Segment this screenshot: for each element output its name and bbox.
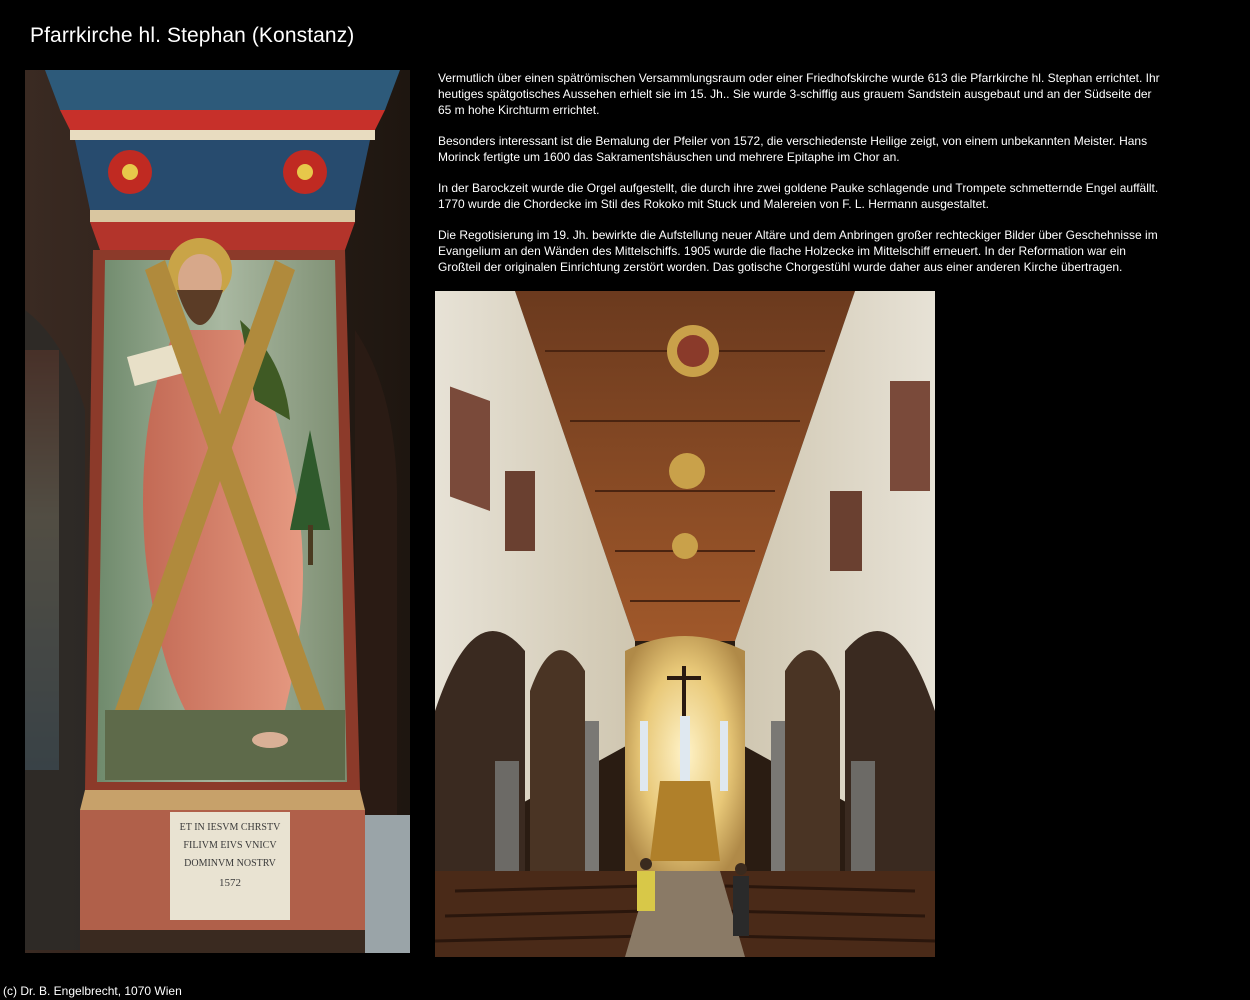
inscription-line-2: FILIVM EIVS VNICV	[183, 840, 277, 851]
inscription-year: 1572	[219, 877, 241, 889]
paragraph-pillars: Besonders interessant ist die Bemalung der Pfeiler von 1572, die verschiedenste Heilige zeigt, von einem unbekannten Meister. Hans Morinck fertigte um 1600 das Sakramentshäuschen und mehrere Epitaphe im Chor an.	[438, 134, 1148, 164]
paragraph-history: Vermutlich über einen spätrömischen Versammlungsraum oder einer Friedhofskirche wurde 613 die Pfarrkirche hl. Stephan errichtet. Ihr heutiges spätgotisches Aussehen erhielt sie im 15. Jh.. Sie wurde 3-schiffig aus grauem Sandstein ausgebaut und an der Südseite der 65 m hohe Kirchturm errichtet.	[438, 71, 1160, 117]
inscription-line-3: DOMINVM NOSTRV	[184, 858, 276, 869]
paragraph-baroque: In der Barockzeit wurde die Orgel aufgestellt, die durch ihre zwei goldene Pauke schlagende und Trompete schmetternde Engel auffällt. 1770 wurde die Chordecke im Stil des Rokoko mit Stuck und Malereien von F. L. Hermann ausgestaltet.	[438, 181, 1159, 211]
inscription-line-1: ET IN IESVM CHRSTV	[179, 822, 281, 833]
copyright-footer: (c) Dr. B. Engelbrecht, 1070 Wien	[3, 984, 182, 998]
paragraph-regothicization: Die Regotisierung im 19. Jh. bewirkte die Aufstellung neuer Altäre und dem Anbringen großer rechteckiger Bilder über Geschehnisse im Evangelium an den Wänden des Mittelschiffs. 1905 wurde die flache Holzecke im Mittelschiff erneuert. In der Reformation war ein Großteil der originalen Einrichtung zerstört worden. Das gotische Chorgestühl wurde daher aus einer anderen Kirche übertragen.	[438, 228, 1158, 274]
pillar-painting-photo	[25, 70, 410, 953]
page-title: Pfarrkirche hl. Stephan (Konstanz)	[30, 24, 355, 47]
nave-interior-photo	[435, 291, 935, 957]
description-text	[438, 70, 1168, 290]
